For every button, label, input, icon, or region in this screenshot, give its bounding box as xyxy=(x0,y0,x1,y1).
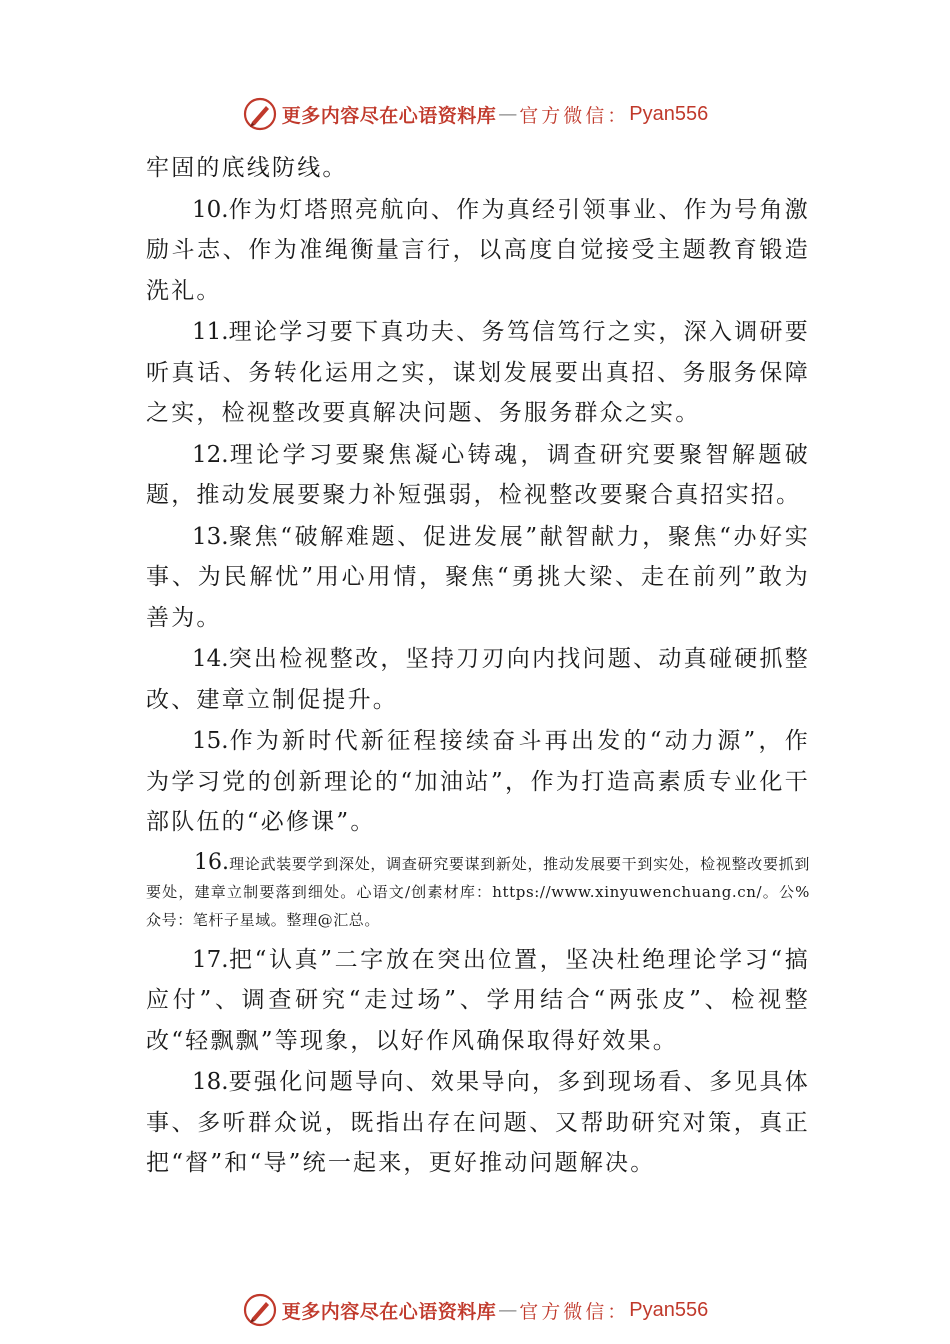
item-number: 18. xyxy=(192,1069,229,1095)
item-text: 把“认真”二字放在突出位置，坚决杜绝理论学习“搞应付”、调查研究“走过场”、学用结合“两张皮”、检视整改“轻飘飘”等现象，以好作风确保取得好效果。 xyxy=(146,946,810,1054)
item-number: 10. xyxy=(192,196,229,223)
list-item xyxy=(146,312,810,434)
item-text: 理论学习要聚焦凝心铸魂，调查研究要聚智解题破题，推动发展要聚力补短强弱，检视整改要聚合真招实招。 xyxy=(146,441,810,508)
pen-logo-icon xyxy=(242,1292,278,1328)
footer-banner xyxy=(0,1290,950,1330)
item-number: 11. xyxy=(192,319,229,345)
footer-wechat-label: 官方微信： xyxy=(519,1300,630,1323)
item-text: 作为灯塔照亮航向、作为真经引领事业、作为号角激励斗志、作为准绳衡量言行，以高度自觉接受主题教育锻造洗礼。 xyxy=(146,196,810,304)
item-text: 聚焦“破解难题、促进发展”献智献力，聚焦“办好实事、为民解忧”用心用情，聚焦“勇挑大梁、走在前列”敢为善为。 xyxy=(146,523,810,631)
item-number: 13. xyxy=(192,523,229,550)
document-body xyxy=(146,148,810,1185)
item-number: 14. xyxy=(192,646,229,672)
list-item xyxy=(146,517,810,639)
list-item-small xyxy=(146,849,810,934)
item-number: 17. xyxy=(192,946,229,973)
item-number: 16. xyxy=(194,849,229,875)
item-number: 12. xyxy=(192,441,229,468)
list-item xyxy=(146,190,810,312)
item-number: 15. xyxy=(192,728,229,754)
list-item xyxy=(146,435,810,516)
header-banner-text: 更多内容尽在心语资料库 xyxy=(281,104,497,127)
header-banner xyxy=(0,94,950,134)
list-item xyxy=(146,1062,810,1184)
item-text: 突出检视整改，坚持刀刃向内找问题、动真碰硬抓整改、建章立制促提升。 xyxy=(146,646,810,713)
header-wechat-id: Pyan556 xyxy=(629,102,709,125)
footer-dash: — xyxy=(498,1299,518,1321)
footer-banner-text: 更多内容尽在心语资料库 xyxy=(281,1300,497,1323)
footer-wechat-id: Pyan556 xyxy=(629,1298,709,1321)
list-item xyxy=(146,721,810,843)
item-text: 理论学习要下真功夫、务笃信笃行之实，深入调研要听真话、务转化运用之实，谋划发展要出真招、务服务保障之实，检视整改要真解决问题、务服务群众之实。 xyxy=(146,319,810,426)
item-text: 要强化问题导向、效果导向，多到现场看、多见具体事、多听群众说，既指出存在问题、又帮助研究对策，真正把“督”和“导”统一起来，更好推动问题解决。 xyxy=(146,1069,810,1176)
pen-logo-icon xyxy=(242,96,278,132)
header-wechat-label: 官方微信： xyxy=(519,104,630,127)
item-text: 理论武装要学到深处，调查研究要谋到新处，推动发展要干到实处，检视整改要抓到要处，建章立制要落到细处。心语文/创素材库：https://www.xinyuwenchuang.cn/。公%众号：笔杆子星域。整理@汇总。 xyxy=(146,854,810,929)
item-text: 作为新时代新征程接续奋斗再出发的“动力源”，作为学习党的创新理论的“加油站”，作为打造高素质专业化干部队伍的“必修课”。 xyxy=(146,728,810,835)
continuation-paragraph: 牢固的底线防线。 xyxy=(146,155,348,181)
list-item xyxy=(146,639,810,720)
header-dash: — xyxy=(498,103,518,125)
list-item xyxy=(146,940,810,1062)
